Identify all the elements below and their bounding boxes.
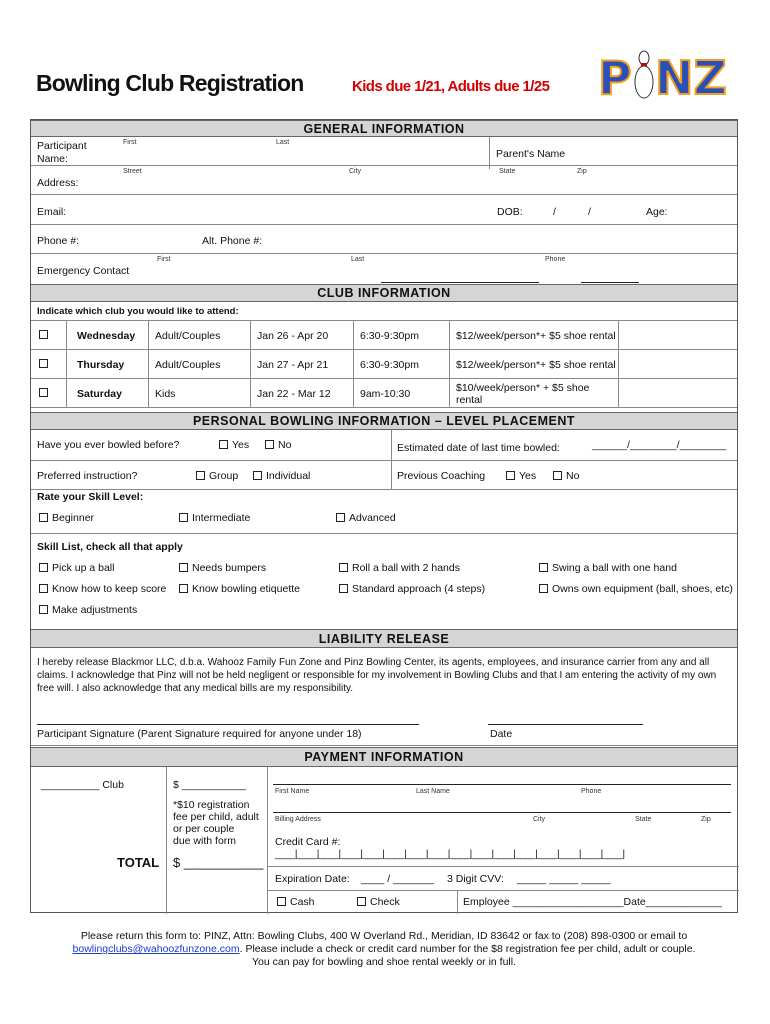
club-type: Adult/Couples [155,359,221,371]
last-name-caption: Last [276,139,290,146]
club-price: $12/week/person*+ $5 shoe rental [456,330,616,342]
coaching-yes-option[interactable] [506,470,536,482]
skill-standard-approach[interactable] [339,583,485,595]
checkbox-icon [357,897,366,906]
billing-address-caption: Billing Address [275,816,321,823]
age-label: Age: [646,206,668,218]
skill-etiquette[interactable] [179,583,300,595]
footer-line-2 [30,943,738,956]
club-type: Adult/Couples [155,330,221,342]
option-label: No [278,439,292,451]
expiration-blank[interactable]: ____ / _______ [361,873,434,885]
cvv-blank[interactable]: _____ _____ _____ [517,873,611,885]
skill-label: Swing a ball with one hand [552,562,677,574]
checkbox-icon [179,584,188,593]
liability-text-1: I hereby release Blackmor LLC, d.b.a. Wahooz Family Fun Zone and Pinz Bowling Center, its agents, employees, and insurance carrier from any and all [37,657,710,668]
club-price: $10/week/person* + $5 shoe [456,382,590,394]
registration-form [30,119,738,913]
club-info-header: CLUB INFORMATION [31,284,737,302]
skill-needs-bumpers[interactable] [179,562,266,574]
club-day: Wednesday [77,330,136,342]
dob-slash-2: / [588,206,591,218]
billing-state-caption: State [635,816,652,823]
street-caption: Street [123,168,142,175]
checkbox-icon [219,440,228,449]
skill-label: Know bowling etiquette [192,583,300,595]
club-type: Kids [155,388,176,400]
option-label: No [566,470,580,482]
signature-line[interactable] [37,724,419,725]
total-amount-blank[interactable]: $ ___________ [173,855,264,870]
option-label: Beginner [52,512,95,524]
skill-owns-equipment[interactable] [539,583,733,595]
billing-city-caption: City [533,816,546,823]
personal-info-header: PERSONAL BOWLING INFORMATION – LEVEL PLACEMENT [31,412,737,430]
footer-line-2-text: . Please include a check or credit card number for the $8 registration fee per child, adult or couple. [239,943,696,955]
checkbox-icon [179,513,188,522]
group-option[interactable] [196,470,238,482]
address-label: Address: [37,177,79,189]
option-label: Group [209,470,239,482]
checkbox-icon [553,471,562,480]
footer-line-1: Please return this form to: PINZ, Attn: Bowling Clubs, 400 W Overland Rd., Meridian, ID 83642 or fax to (208) 898-0300 or email to [80,930,688,942]
checkbox-icon [39,513,48,522]
skill-pick-up-ball[interactable] [39,562,114,574]
pinz-logo [592,38,742,108]
option-label: Check [370,896,400,908]
skill-label: Owns own equipment (ball, shoes, etc) [552,583,733,595]
checkbox-icon [196,471,205,480]
option-label: Yes [232,439,250,451]
fee-note-4: due with form [173,835,237,847]
club-day: Thursday [77,359,125,371]
participant-name-label: Participant Name: [37,140,87,165]
last-bowled-label: Estimated date of last time bowled: [397,442,560,454]
last-bowled-date-blank[interactable]: ______/________/________ [592,439,727,451]
emergency-contact-label: Emergency Contact [37,265,130,277]
intermediate-option[interactable] [179,512,250,524]
payer-first-name-caption: First Name [275,788,310,795]
billing-zip-caption: Zip [701,816,711,823]
club-price: $12/week/person*+ $5 shoe rental [456,359,616,371]
checkbox-icon [253,471,262,480]
checkbox-icon [277,897,286,906]
skill-level-label: Rate your Skill Level: [37,491,144,503]
club-dates: Jan 26 - Apr 20 [257,330,329,342]
signature-label: Participant Signature (Parent Signature required for anyone under 18) [37,728,362,740]
first-name-caption: First [123,139,137,146]
checkbox-icon [336,513,345,522]
option-label: Intermediate [192,512,251,524]
city-caption: City [349,168,362,175]
liability-header: LIABILITY RELEASE [31,629,737,648]
fee-note-2: fee per child, adult [173,811,259,823]
skill-make-adjustments[interactable] [39,604,137,616]
thursday-checkbox[interactable] [39,359,48,368]
checkbox-icon [39,563,48,572]
skill-roll-two-hands[interactable] [339,562,460,574]
club-time: 6:30-9:30pm [360,330,419,342]
club-price-cont: rental [456,394,483,406]
emergency-last-caption: Last [351,256,365,263]
club-time: 6:30-9:30pm [360,359,419,371]
previous-coaching-label: Previous Coaching [397,470,486,482]
skill-label: Know how to keep score [52,583,167,595]
emergency-phone-caption: Phone [545,256,566,263]
bowled-no-option[interactable] [265,439,291,451]
saturday-checkbox[interactable] [39,388,48,397]
credit-card-label: Credit Card #: [275,836,341,848]
club-prompt: Indicate which club you would like to attend: [37,306,239,317]
option-label: Yes [519,470,537,482]
email-label: Email: [37,206,67,218]
dob-label: DOB: [497,206,523,218]
form-title: Bowling Club Registration [36,70,304,96]
option-label: Cash [290,896,315,908]
svg-text:P: P [598,51,632,105]
wednesday-checkbox[interactable] [39,330,48,339]
footer-line-3: You can pay for bowling and shoe rental weekly or in full. [251,956,517,968]
return-instructions [30,930,738,969]
alt-phone-label: Alt. Phone #: [202,235,263,247]
cash-option[interactable] [277,896,315,908]
payer-last-name-caption: Last Name [416,788,450,795]
fee-note-1: *$10 registration [173,799,250,811]
checkbox-icon [339,584,348,593]
club-day: Saturday [77,388,122,400]
checkbox-icon [265,440,274,449]
date-line[interactable] [488,724,643,725]
skill-label: Standard approach (4 steps) [352,583,486,595]
coaching-no-option[interactable] [553,470,579,482]
preferred-instruction-label: Preferred instruction? [37,470,138,482]
employee-date-blank[interactable]: Employee ___________________Date_____________ [463,896,722,908]
parents-name-label: Parent's Name [496,148,566,160]
checkbox-icon [39,584,48,593]
club-dates: Jan 22 - Mar 12 [257,388,331,400]
emergency-first-caption: First [157,256,171,263]
club-blank[interactable]: __________ Club [41,779,124,791]
skill-swing-one-hand[interactable] [539,562,677,574]
state-caption: State [499,168,516,175]
club-time: 9am-10:30 [360,388,411,400]
advanced-option[interactable] [336,512,396,524]
skill-label: Pick up a ball [52,562,115,574]
liability-text-2: claims. I acknowledge that Pinz will not be held negligent or responsible for my involvement in Bowling Clubs and that I am entering the activity of my own [37,670,717,681]
option-label: Individual [266,470,311,482]
svg-text:NZ: NZ [655,51,727,105]
signature-date-label: Date [490,728,513,740]
club-amount-blank[interactable]: $ ___________ [173,779,246,791]
option-label: Advanced [349,512,396,524]
payment-header: PAYMENT INFORMATION [31,747,737,767]
checkbox-icon [179,563,188,572]
bowled-yes-option[interactable] [219,439,249,451]
payer-phone-caption: Phone [581,788,602,795]
skill-list-label: Skill List, check all that apply [37,541,183,553]
checkbox-icon [339,563,348,572]
credit-card-number-boxes[interactable]: ____|____|____|____|____|____|____|____|____|____|____|____|____|____|____|____| [275,849,625,860]
checkbox-icon [539,563,548,572]
email-link[interactable]: bowlingclubs@wahoozfunzone.com [72,943,240,955]
checkbox-icon [539,584,548,593]
skill-label: Needs bumpers [192,562,267,574]
bowled-before-question: Have you ever bowled before? [37,439,180,451]
beginner-option[interactable] [39,512,94,524]
zip-caption: Zip [577,168,587,175]
total-label: TOTAL [117,855,160,870]
check-option[interactable] [357,896,400,908]
skill-label: Roll a ball with 2 hands [352,562,460,574]
dob-slash-1: / [553,206,556,218]
general-info-header: GENERAL INFORMATION [31,120,737,137]
skill-keep-score[interactable] [39,583,166,595]
due-dates: Kids due 1/21, Adults due 1/25 [352,78,550,95]
checkbox-icon [506,471,515,480]
liability-text-3: free will. I also acknowledge that any medical bills are my responsibility. [37,683,354,694]
skill-label: Make adjustments [52,604,138,616]
club-dates: Jan 27 - Apr 21 [257,359,329,371]
expiration-label: Expiration Date: [275,873,350,885]
individual-option[interactable] [253,470,310,482]
phone-label: Phone #: [37,235,80,247]
fee-note-3: or per couple [173,823,235,835]
checkbox-icon [39,605,48,614]
cvv-label: 3 Digit CVV: [447,873,504,885]
